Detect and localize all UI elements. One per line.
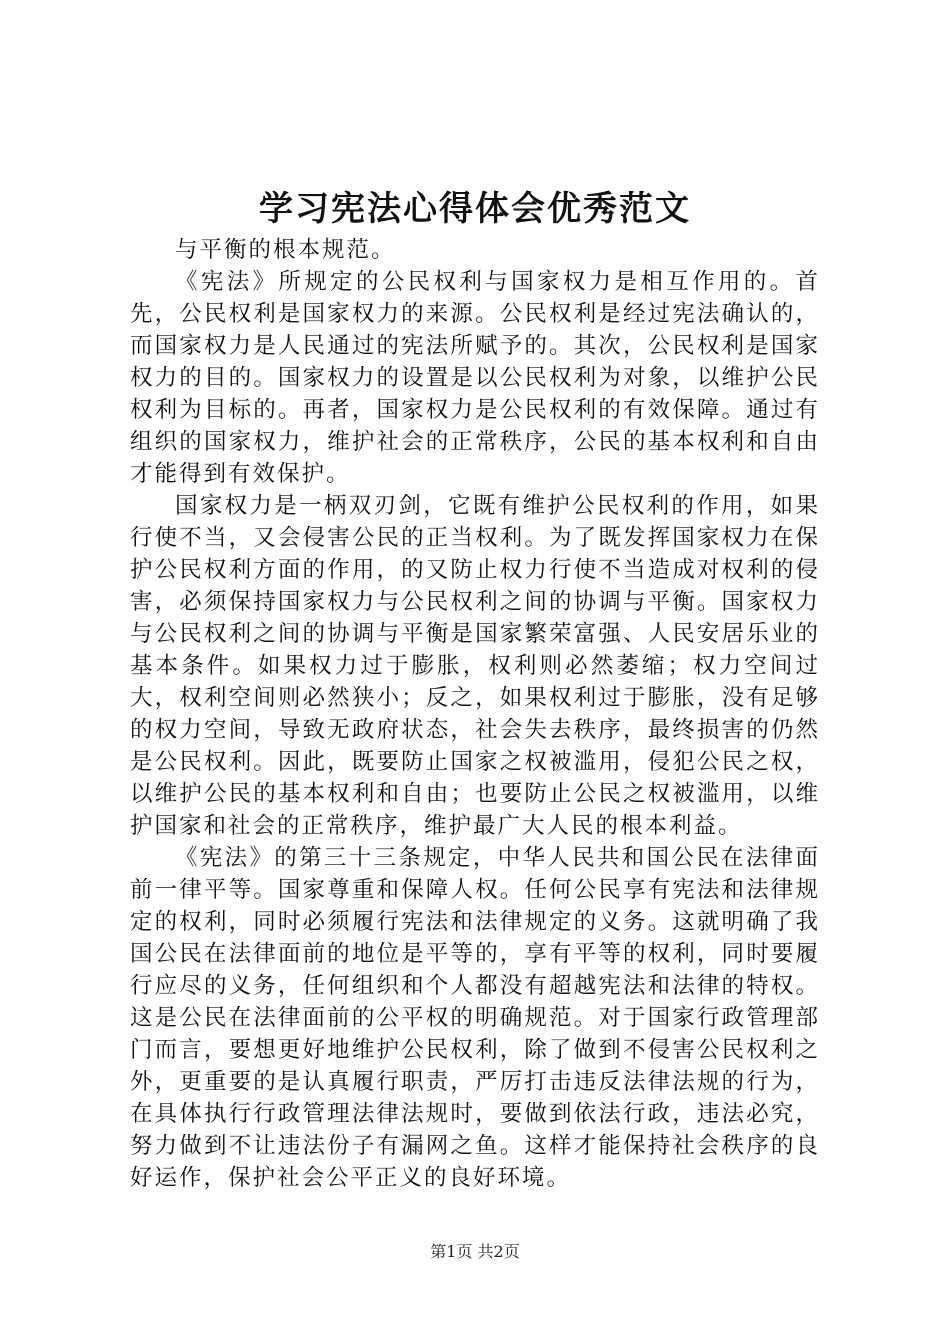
document-body xyxy=(130,234,820,1194)
paragraph-2: 《宪法》所规定的公民权利与国家权力是相互作用的。首先，公民权利是国家权力的来源。公民权利是经过宪法确认的，而国家权力是人民通过的宪法所赋予的。其次，公民权利是国家权力的目的。国家权力的设置是以公民权利为对象，以维护公民权利为目标的。再者，国家权力是公民权利的有效保障。通过有组织的国家权力，维护社会的正常秩序，公民的基本权利和自由才能得到有效保护。 xyxy=(130,269,820,487)
document-title: 学习宪法心得体会优秀范文 xyxy=(259,189,691,229)
page-number: 第1页 共2页 xyxy=(430,1242,520,1261)
page-footer xyxy=(0,1240,950,1264)
paragraph-3: 国家权力是一柄双刃剑，它既有维护公民权利的作用，如果行使不当，又会侵害公民的正当权利。为了既发挥国家权力在保护公民权利方面的作用，的又防止权力行使不当造成对权利的侵害，必须保持国家权力与公民权利之间的协调与平衡。国家权力与公民权利之间的协调与平衡是国家繁荣富强、人民安居乐业的基本条件。如果权力过于膨胀，权利则必然萎缩；权力空间过大，权利空间则必然狭小；反之，如果权利过于膨胀，没有足够的权力空间，导致无政府状态，社会失去秩序，最终损害的仍然是公民权利。因此，既要防止国家之权被滥用，侵犯公民之权，以维护公民的基本权利和自由；也要防止公民之权被滥用，以维护国家和社会的正常秩序，维护最广大人民的根本利益。 xyxy=(130,493,820,839)
paragraph-4: 《宪法》的第三十三条规定，中华人民共和国公民在法律面前一律平等。国家尊重和保障人权。任何公民享有宪法和法律规定的权利，同时必须履行宪法和法律规定的义务。这就明确了我国公民在法律面前的地位是平等的，享有平等的权利，同时要履行应尽的义务，任何组织和个人都没有超越宪法和法律的特权。这是公民在法律面前的公平权的明确规范。对于国家行政管理部门而言，要想更好地维护公民权利，除了做到不侵害公民权利之外，更重要的是认真履行职责，严厉打击违反法律法规的行为，在具体执行行政管理法律法规时，要做到依法行政，违法必究，努力做到不让违法份子有漏网之鱼。这样才能保持社会秩序的良好运作，保护社会公平正义的良好环境。 xyxy=(130,845,820,1191)
paragraph-1: 与平衡的根本规范。 xyxy=(175,237,396,263)
